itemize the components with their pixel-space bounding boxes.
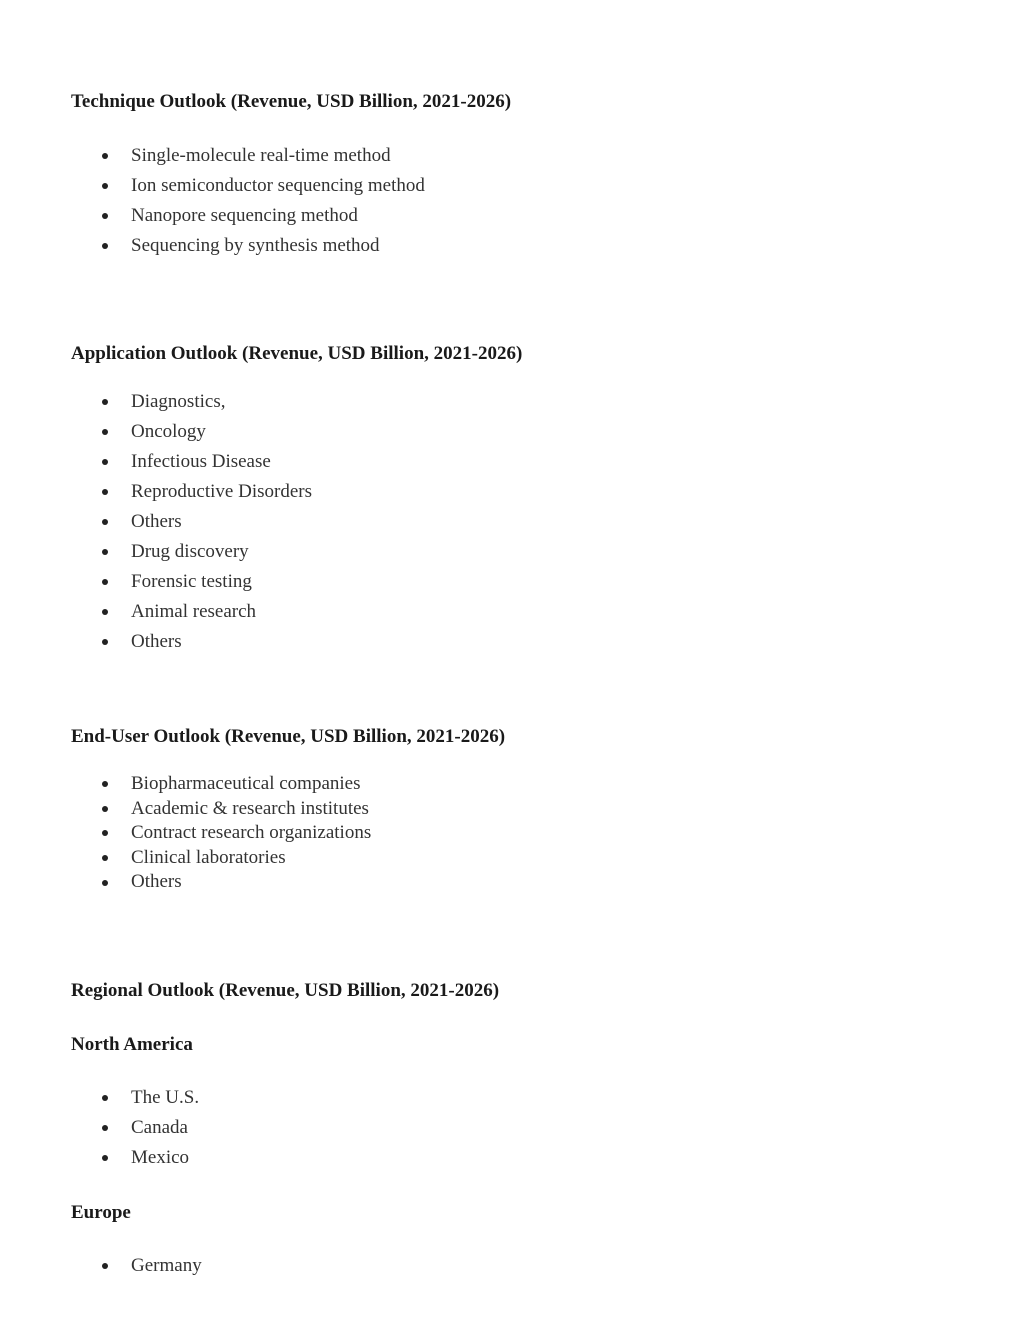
bullet-icon [102, 399, 108, 405]
end-user-outlook-heading: End-User Outlook (Revenue, USD Billion, 2021-2026) [71, 726, 506, 747]
bullet-icon [102, 1125, 108, 1131]
bullet-icon [102, 183, 108, 189]
application-outlook-heading: Application Outlook (Revenue, USD Billion, 2021-2026) [71, 343, 523, 364]
bullet-icon [102, 153, 108, 159]
bullet-icon [102, 243, 108, 249]
bullet-icon [102, 639, 108, 645]
bullet-icon [102, 880, 108, 886]
europe-heading: Europe [71, 1202, 131, 1223]
technique-outlook-heading: Technique Outlook (Revenue, USD Billion, 2021-2026) [71, 91, 512, 112]
bullet-icon [102, 549, 108, 555]
bullet-icon [102, 781, 108, 787]
bullet-icon [102, 213, 108, 219]
bullet-icon [102, 855, 108, 861]
bullet-icon [102, 609, 108, 615]
bullet-icon [102, 806, 108, 812]
bullet-icon [102, 519, 108, 525]
north-america-heading: North America [71, 1034, 193, 1055]
regional-outlook-heading: Regional Outlook (Revenue, USD Billion, 2021-2026) [71, 980, 500, 1001]
bullet-icon [102, 489, 108, 495]
bullet-icon [102, 429, 108, 435]
bullet-icon [102, 1095, 108, 1101]
bullet-icon [102, 1263, 108, 1269]
bullet-icon [102, 459, 108, 465]
bullet-icon [102, 830, 108, 836]
bullet-icon [102, 1155, 108, 1161]
bullet-icon [102, 579, 108, 585]
